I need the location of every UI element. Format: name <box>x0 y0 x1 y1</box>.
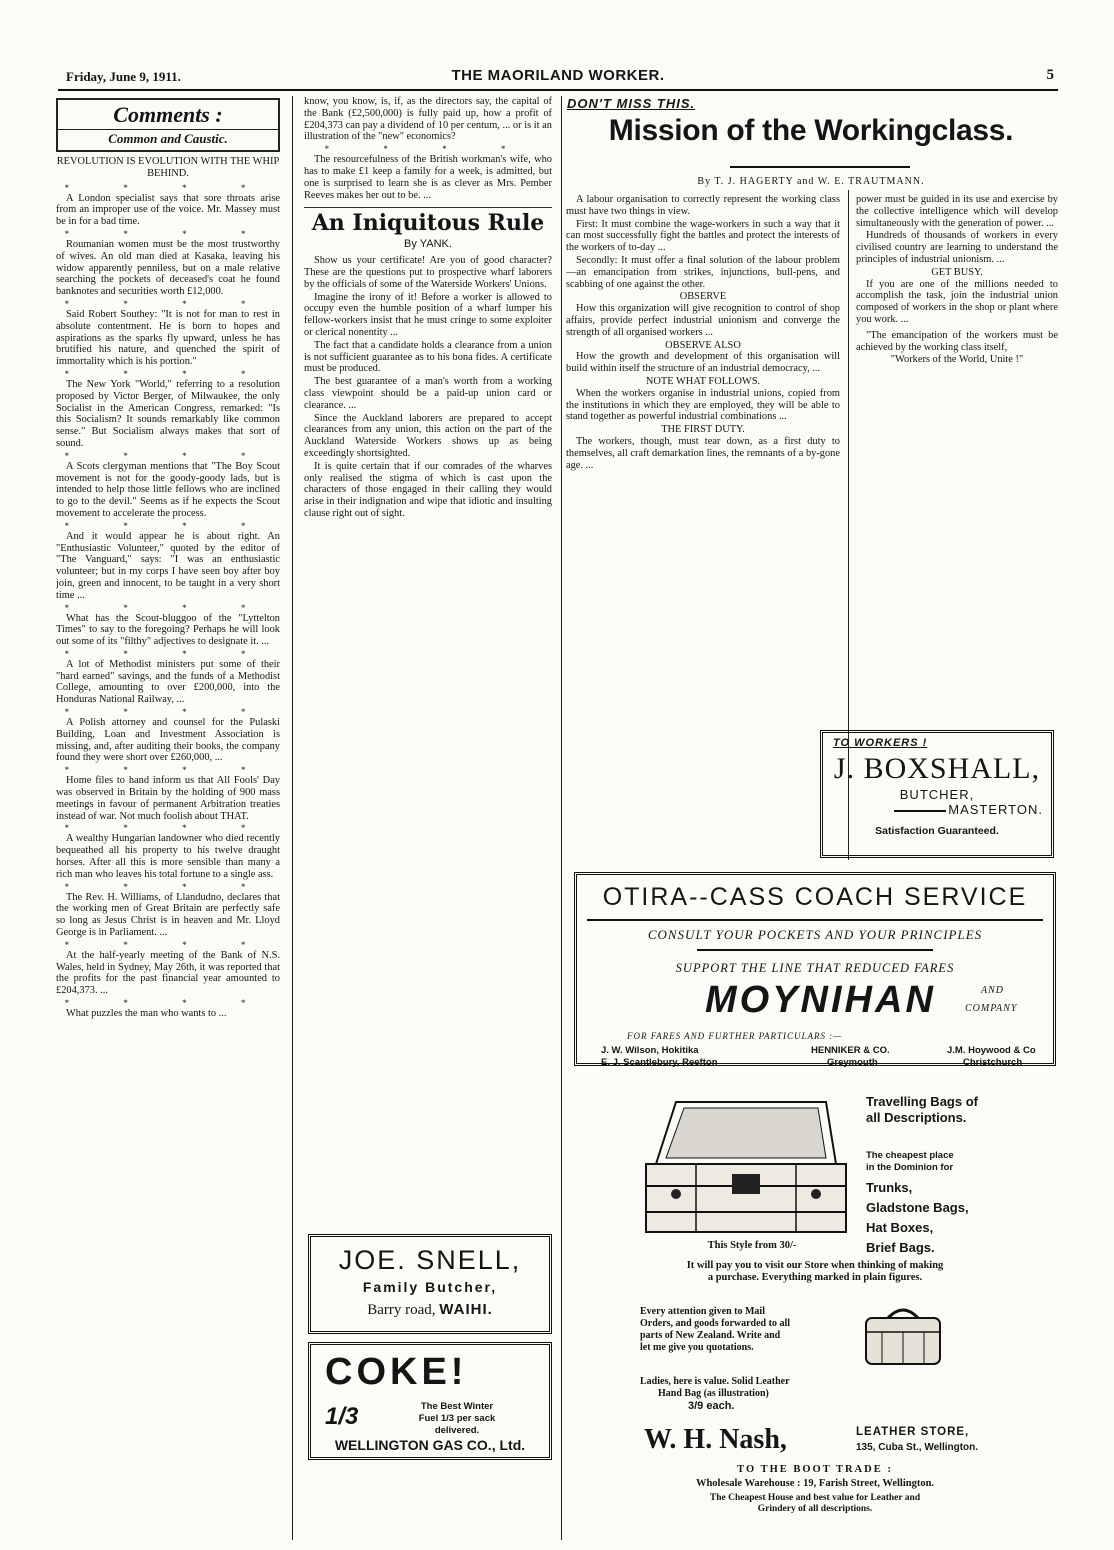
dont-miss-kicker: DON'T MISS THIS. <box>567 96 696 111</box>
comment-paragraph: Said Robert Southey: "It is not for man to rest in absolute contentment. He is born to hopes and aspirations as the sparks fly upward, unless he has brutified his nature, and quenched the spirit of immortality which is his portion." <box>56 308 280 368</box>
separator-stars: * * * * <box>64 520 272 531</box>
advertiser-trade: BUTCHER, <box>899 787 975 802</box>
mission-title: Mission of the Workingclass. <box>608 114 1014 147</box>
continued-paragraph: The resourcefulness of the British workman's wife, who has to make £1 keep a family for a week, is admitted, but one is surprised to learn she is as clever as Mrs. Pember Reeves makes her out to be. ... <box>304 154 552 201</box>
article-paragraph: Since the Auckland laborers are prepared to accept clearances from any union, this action on the part of the Auckland Waterside Workers shows up as being exceedingly shortsighted. <box>304 412 552 459</box>
comment-paragraph: What puzzles the man who wants to ... <box>66 1008 227 1020</box>
coach-service-heading: OTIRA--CASS COACH SERVICE <box>602 883 1028 911</box>
advert-rule <box>697 949 933 951</box>
comment-paragraph: At the half-yearly meeting of the Bank of N.S. Wales, held in Sydney, May 26th, it was reported that the profits for the past financial year amounted to £204,373. ... <box>56 949 280 997</box>
article-paragraph: First: It must combine the wage-workers in such a way that it can most successfully fight the battles and protect the interests of the workers of to-day ... <box>566 218 840 254</box>
cheapest-place: The cheapest place <box>866 1150 954 1161</box>
separator-stars: * * * * <box>64 998 272 1009</box>
coke-heading: COKE! <box>325 1351 468 1393</box>
coke-price: 1/3 <box>325 1403 359 1430</box>
article-paragraph: Secondly: It must offer a final solution of the labour problem—an emancipation from strikes, injunctions, bull-pens, and scabbing of one against the other. <box>566 254 840 290</box>
separator-stars: * * * * <box>64 881 272 892</box>
advert-tagline: Satisfaction Guaranteed. <box>875 825 999 837</box>
section-subhead: NOTE WHAT FOLLOWS. <box>645 375 761 387</box>
coke-text: Fuel 1/3 per sack <box>418 1413 496 1424</box>
agent: J. W. Wilson, Hokitika <box>601 1045 699 1056</box>
marx-quote: "The emancipation of the workers must be achieved by the working class itself, <box>856 329 1058 353</box>
paper-title: THE MAORILAND WORKER. <box>451 67 665 84</box>
separator-stars: * * * * <box>64 228 272 239</box>
advertiser-town: MASTERTON. <box>823 802 1043 817</box>
article-paragraph: Hundreds of thousands of workers in every civilised country are learning to understand the principles of industrial unionism. ... <box>856 230 1058 265</box>
agent: E. J. Scantlebury, Reefton <box>601 1057 718 1068</box>
separator-stars: * * * * <box>64 182 272 193</box>
coke-advert <box>308 1342 552 1460</box>
boxshall-advert <box>820 730 1054 858</box>
boot-trade-heading: TO THE BOOT TRADE : <box>737 1464 893 1475</box>
store-type: LEATHER STORE, <box>856 1426 970 1438</box>
comment-paragraph: Home files to hand inform us that All Fools' Day was observed in Britain by the holding of 900 mass meetings in favour of permanent Arbitration treaties instead of war. Not much foolish about THAT. <box>56 775 280 822</box>
snell-butcher-advert <box>308 1234 552 1334</box>
article-paragraph: A labour organisation to correctly represent the working class must have two things in view. <box>566 194 840 217</box>
mail-orders-line: Every attention given to Mail <box>640 1306 765 1317</box>
article-paragraph: When the workers organise in industrial unions, copied from the institutions in which they are employed, they will be able to stand together as powerful industrial combinations ... <box>566 387 840 423</box>
advert-rule <box>587 919 1043 921</box>
comment-paragraph: A Scots clergyman mentions that "The Boy Scout movement is not for the goody-goody lads, but is intended to help those little fellows who are inclined to go to the devil." Seems as if he expects the Scout movement to accelerate the process. <box>56 460 280 519</box>
column-rule <box>561 96 562 1540</box>
article-paragraph: It is quite certain that if our comrades of the wharves only realised the stigma of which is cast upon the characters of those engaged in their calling they would arise in their indignation and wipe that idiotic and insulting clause right out of sight. <box>304 460 552 519</box>
section-subhead: THE FIRST DUTY. <box>661 424 745 436</box>
iniquitous-rule-byline: By YANK. <box>404 238 452 251</box>
moynihan-name: MOYNIHAN <box>705 979 936 1021</box>
travelling-case-illustration <box>636 1094 856 1244</box>
article-paragraph: Imagine the irony of it! Before a worker is allowed to occupy even the humble position of a wharf lumper his fellow-workers insist that he must cringe to some exploiter or clerical nonentity ... <box>304 291 552 338</box>
agent: Greymouth <box>827 1057 878 1068</box>
mail-orders-line: let me give you quotations. <box>640 1342 754 1353</box>
hand-bag-illustration <box>862 1302 944 1368</box>
bags-heading: Travelling Bags of <box>866 1094 978 1109</box>
separator-stars: * * * * <box>324 144 532 155</box>
gas-company-name: WELLINGTON GAS CO., Ltd. <box>334 1437 526 1453</box>
iniquitous-rule-title: An Iniquitous Rule <box>304 207 552 236</box>
title-rule <box>730 166 910 168</box>
nash-leather-store-advert <box>574 1080 1056 1503</box>
separator-stars: * * * * <box>64 939 272 950</box>
separator-stars: * * * * <box>64 707 272 718</box>
separator-stars: * * * * <box>64 298 272 309</box>
mail-orders-line: Orders, and goods forwarded to all <box>640 1318 790 1329</box>
mission-left-column <box>566 194 840 864</box>
consult-line: CONSULT YOUR POCKETS AND YOUR PRINCIPLES <box>647 927 983 942</box>
store-address: 135, Cuba St., Wellington. <box>856 1442 979 1453</box>
page-number: 5 <box>1046 67 1054 83</box>
cheapest-house-line: The Cheapest House and best value for Leather and <box>709 1493 921 1503</box>
comment-paragraph: And it would appear he is about right. An "Enthusiastic Volunteer," quoted by the editor of "The Vanguard," says: "I was an enthusiastic volunteer; but in my corps I have seen boy after boy join, green and innocent, to be taught in a very short time ... <box>56 530 280 601</box>
comments-subheading: Common and Caustic. <box>58 129 278 146</box>
product-item: Gladstone Bags, <box>866 1200 969 1215</box>
support-line: SUPPORT THE LINE THAT REDUCED FARES <box>675 961 955 975</box>
separator-stars: * * * * <box>64 648 272 659</box>
mail-orders-line: parts of New Zealand. Write and <box>640 1330 781 1341</box>
advertiser-name: J. BOXSHALL, <box>833 752 1041 785</box>
warehouse-line: Wholesale Warehouse : 19, Farish Street, Wellington. <box>695 1478 935 1489</box>
article-paragraph: The best guarantee of a man's worth from a working class viewpoint should be a paid-up union card or clearance. ... <box>304 376 552 411</box>
ladies-line: Hand Bag (as illustration) <box>658 1388 769 1399</box>
article-paragraph: How this organization will give recognition to control of shop affairs, provide perfect industrial unionism and converge the strength of all organised workers ... <box>566 303 840 338</box>
bags-heading: all Descriptions. <box>866 1110 967 1125</box>
article-paragraph: If you are one of the millions needed to accomplish the task, join the industrial union composed of workers in the shop or plant where you work. ... <box>856 278 1058 325</box>
coke-text: The Best Winter <box>420 1401 494 1412</box>
article-paragraph: The fact that a candidate holds a clearance from a union is not sufficient guarantee as to his bona fides. A certificate must be produced. <box>304 339 552 375</box>
otira-coach-advert <box>574 872 1056 1066</box>
mission-byline: By T. J. HAGERTY and W. E. TRAUTMANN. <box>697 176 925 187</box>
agent: Christchurch <box>963 1057 1023 1068</box>
comments-title: REVOLUTION IS EVOLUTION WITH THE WHIP BEHIND. <box>56 156 280 179</box>
marx-quote-end: "Workers of the World, Unite !" <box>890 354 1024 366</box>
comments-heading: Comments : <box>113 102 223 127</box>
second-column <box>304 96 552 1226</box>
company-word: COMPANY <box>965 1003 1018 1014</box>
comment-paragraph: A wealthy Hungarian landowner who died recently bequeathed all his property to his twelve draught horses. After all this is more sensible than many a rich man who leaves his total fortune to a single ass. <box>56 833 280 880</box>
address-town: WAIHI. <box>439 1301 493 1318</box>
masthead <box>58 66 1058 88</box>
separator-stars: * * * * <box>64 368 272 379</box>
article-paragraph: The workers, though, must tear down, as a first duty to themselves, all craft demarkation lines, the remnants of a by-gone age. ... <box>566 435 840 471</box>
column-rule <box>292 96 293 1540</box>
visit-line: It will pay you to visit our Store when thinking of making <box>686 1260 944 1271</box>
article-paragraph: How the growth and development of this organisation will build within itself the structure of an industrial democracy, ... <box>566 351 840 375</box>
bag-price: 3/9 each. <box>688 1400 735 1412</box>
style-price: This Style from 30/- <box>707 1240 797 1251</box>
comment-paragraph: A lot of Methodist ministers put some of their "hard earned" savings, and the funds of a Methodist College, amounting to over £200,000, into the Honduras National Railway, ... <box>56 658 280 706</box>
advert-kicker: TO WORKERS ! <box>833 737 928 749</box>
separator-stars: * * * * <box>64 823 272 834</box>
masthead-rule <box>58 89 1058 91</box>
comment-paragraph: Roumanian women must be the most trustworthy of wives. An old man died at Kasaka, leaving his widow apparently penniless, but on a male relative searching the pockets of deceased's coat he found banknotes and securities worth £12,000. <box>56 238 280 298</box>
cheapest-place: in the Dominion for <box>866 1162 954 1173</box>
nash-name: W. H. Nash, <box>644 1424 787 1455</box>
product-item: Hat Boxes, <box>866 1220 934 1235</box>
product-item: Brief Bags. <box>866 1240 935 1255</box>
coke-text: delivered. <box>434 1425 480 1436</box>
section-subhead: OBSERVE <box>679 291 727 303</box>
separator-stars: * * * * <box>64 602 272 613</box>
ladies-line: Ladies, here is value. Solid Leather <box>640 1376 790 1387</box>
agent: HENNIKER & CO. <box>811 1045 890 1056</box>
comment-paragraph: The New York "World," referring to a resolution proposed by Victor Berger, of Milwaukee, the only Socialist in the American Congress, remarked: "Is this Socialism? It sounds remarkably like common sense." But Socialism always makes that sort of sound. <box>56 378 280 449</box>
mission-right-column <box>856 194 1058 780</box>
separator-stars: * * * * <box>64 765 272 776</box>
comment-paragraph: A London specialist says that sore throats arise from an improper use of the voice. Mr. Massey must be in for a bad time. <box>56 192 280 228</box>
continued-paragraph: know, you know, is, if, as the directors say, the capital of the Bank (£2,500,000) is fully paid up, how a profit of £204,373 can pay a dividend of 10 per centum, ... or is it an illustration of the "new" economics? <box>304 96 552 143</box>
cheapest-house-line: Grindery of all descriptions. <box>757 1504 873 1514</box>
section-subhead: OBSERVE ALSO <box>665 339 741 351</box>
advertiser-trade: Family Butcher, <box>362 1279 498 1295</box>
issue-date: Friday, June 9, 1911. <box>66 69 181 84</box>
advertiser-address <box>311 1299 549 1321</box>
comment-paragraph: A Polish attorney and counsel for the Pulaski Building, Loan and Investment Association is missing, and, after auditing their books, the company found they were short over £260,000, ... <box>56 717 280 764</box>
product-item: Trunks, <box>866 1180 913 1195</box>
comment-paragraph: What has the Scout-bluggoo of the "Lyttelton Times" to say to the foregoing? Perhaps he will look out some of its "filthy" adjectives to designate it. ... <box>56 612 280 648</box>
comment-paragraph: The Rev. H. Williams, of Llandudno, declares that the working men of Great Britain are perfectly safe so long as Jesus Christ is in heaven and Mr. Lloyd George is in Parliament. ... <box>56 891 280 939</box>
and-word: AND <box>981 985 1004 996</box>
article-paragraph: power must be guided in its use and exercise by the collective intelligence which will develop simultaneously with the generation of power. ... <box>856 194 1058 229</box>
section-subhead: GET BUSY. <box>931 266 983 278</box>
separator-stars: * * * * <box>64 450 272 461</box>
article-paragraph: Show us your certificate! Are you of good character? These are the questions put to prospective wharf laborers by the officials of some of the Waterside Workers' Unions. <box>304 255 552 290</box>
address-street: Barry road, <box>367 1302 436 1318</box>
fares-line: FOR FARES AND FURTHER PARTICULARS :— <box>627 1031 843 1041</box>
advertiser-name: JOE. SNELL, <box>338 1245 522 1275</box>
comments-heading-box <box>56 98 280 152</box>
agent: J.M. Hoywood & Co <box>947 1045 1036 1056</box>
comments-column <box>56 96 280 1540</box>
visit-line: a purchase. Everything marked in plain figures. <box>707 1272 923 1283</box>
